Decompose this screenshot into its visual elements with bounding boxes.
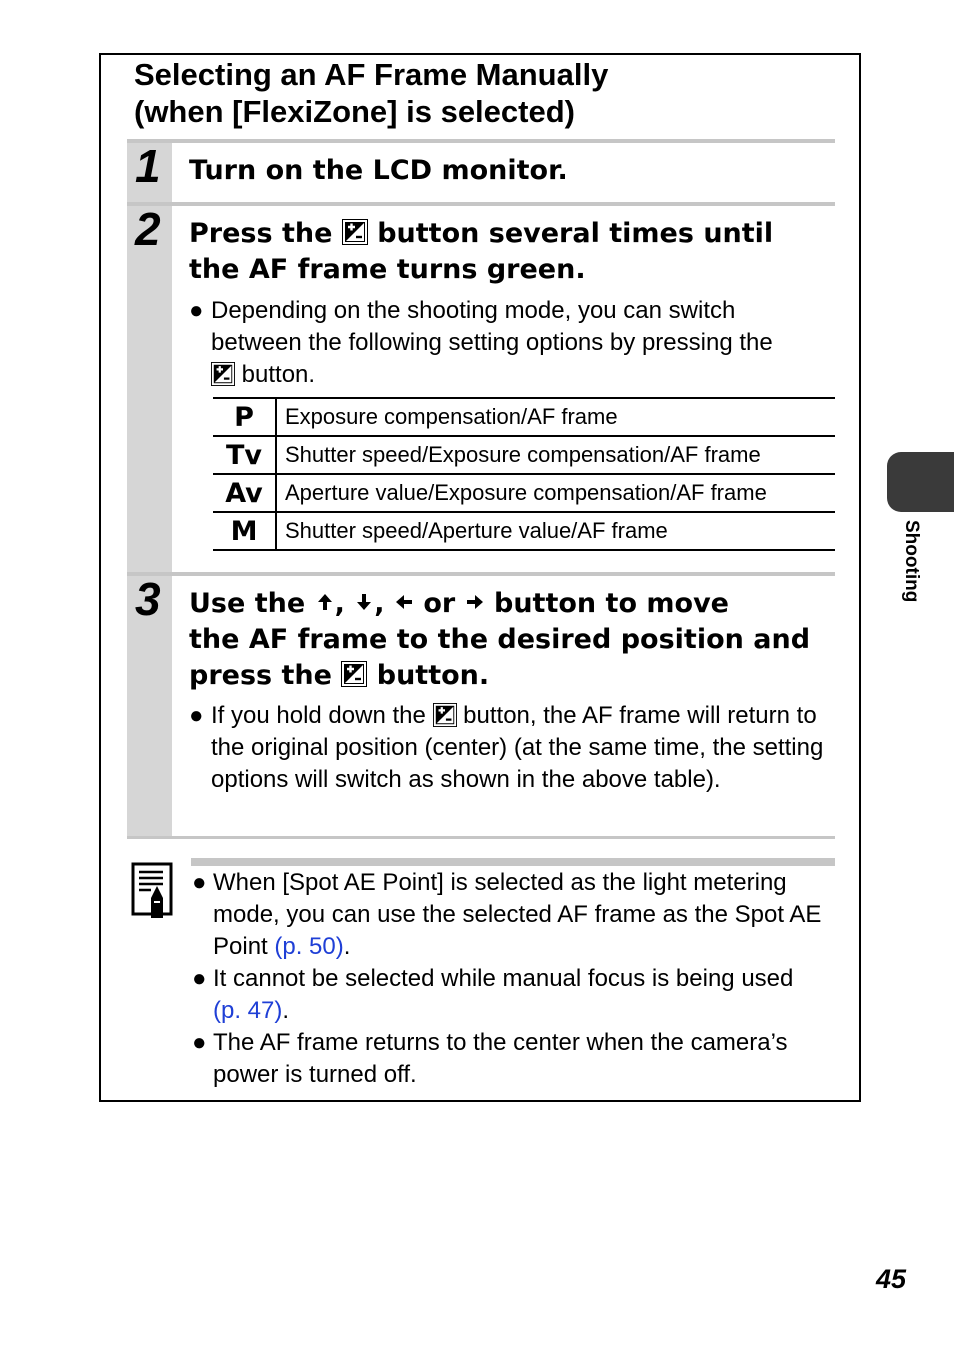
left-arrow-icon [394, 592, 414, 612]
heading-rest-1: button to move [494, 588, 729, 619]
heading-button-end: button. [376, 660, 490, 691]
bullet-dot: ● [192, 965, 207, 992]
desc-cell: Shutter speed/Exposure compensation/AF frame [276, 436, 835, 474]
step-number: 3 [135, 573, 161, 625]
title-line-1: Selecting an AF Frame Manually [134, 57, 609, 92]
page-number: 45 [876, 1264, 907, 1294]
step-number-band [127, 203, 172, 573]
section-label: Shooting [901, 520, 922, 603]
mode-cell: Av [213, 474, 276, 512]
step-1-heading: Turn on the LCD monitor. [189, 155, 568, 186]
right-arrow-icon [465, 592, 485, 612]
mode-table [213, 397, 835, 551]
heading-text-pre: Press the [189, 218, 333, 249]
bullet-pre: If you hold down the [211, 702, 426, 729]
bullet-dot: ● [189, 702, 204, 729]
desc-cell: Exposure compensation/AF frame [276, 398, 835, 436]
mode-cell: P [213, 398, 276, 436]
down-arrow-icon [354, 592, 374, 612]
heading-use-the: Use the [189, 588, 306, 619]
step-2-heading [189, 216, 829, 288]
comma: , [334, 588, 345, 619]
note-1 [192, 867, 832, 963]
section-tab [887, 452, 954, 512]
bullet-dot: ● [192, 1029, 207, 1056]
page-link-47[interactable]: (p. 47) [213, 997, 283, 1024]
comma: , [374, 588, 385, 619]
up-arrow-icon [315, 592, 335, 612]
title-line-2: (when [FlexiZone] is selected) [134, 94, 575, 129]
note-divider [191, 858, 835, 866]
desc-cell: Aperture value/Exposure compensation/AF frame [276, 474, 835, 512]
heading-press-the: press the [189, 660, 332, 691]
mode-cell: M [213, 512, 276, 550]
bullet-dot: ● [192, 869, 207, 896]
table-row [213, 398, 835, 436]
period: . [282, 997, 290, 1024]
mode-cell: Tv [213, 436, 276, 474]
note-3-text: The AF frame returns to the center when the camera’s power is turned off. [213, 1029, 788, 1088]
exposure-compensation-icon [342, 219, 368, 245]
table-row [213, 436, 835, 474]
table-row [213, 474, 835, 512]
exposure-compensation-icon [341, 661, 367, 687]
step-3-heading [189, 586, 829, 694]
step-number-band [127, 573, 172, 838]
note-1-text: When [Spot AE Point] is selected as the light metering mode, you can use the selected AF frame as the Spot AE Point [213, 869, 822, 960]
bullet-tail: button. [241, 361, 316, 388]
heading-rest-2: the AF frame to the desired position and [189, 624, 811, 655]
desc-cell: Shutter speed/Aperture value/AF frame [276, 512, 835, 550]
exposure-compensation-icon [433, 703, 457, 727]
bullet-post: button, the AF frame will return to the original position (center) (at the same time, the setting options will switch as shown in the above table). [211, 702, 824, 793]
heading-or: or [423, 588, 456, 619]
heading-text-post: button several times until the AF frame turns green. [189, 218, 774, 285]
page-link-50[interactable]: (p. 50) [274, 933, 344, 960]
page-title [134, 56, 834, 130]
bullet-text: Depending on the shooting mode, you can switch between the following setting options by pressing the [211, 297, 773, 356]
step-3 [127, 572, 835, 838]
step-number-band [127, 140, 172, 204]
divider [127, 836, 835, 839]
step-3-bullet [189, 700, 829, 796]
step-number: 1 [135, 140, 161, 192]
note-2 [192, 963, 832, 1027]
table-row [213, 512, 835, 550]
note-2-text: It cannot be selected while manual focus is being used [213, 965, 794, 992]
period: . [343, 933, 351, 960]
exposure-compensation-icon [211, 362, 235, 386]
note-3 [192, 1027, 832, 1091]
note-icon [131, 862, 173, 918]
step-2-bullet [189, 295, 829, 391]
step-number: 2 [135, 203, 161, 255]
bullet-dot: ● [189, 297, 204, 324]
step-1 [127, 139, 835, 204]
